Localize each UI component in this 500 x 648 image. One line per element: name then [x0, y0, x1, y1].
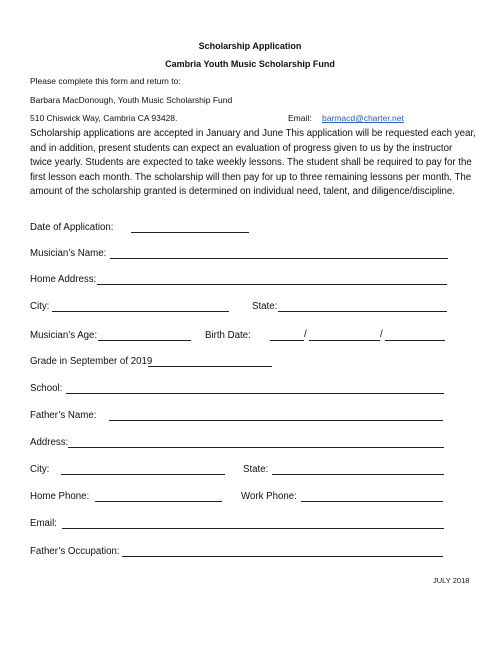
email-link[interactable]: barmacd@charter.net — [322, 113, 404, 123]
musicians-name-field[interactable] — [110, 258, 448, 259]
grade-field[interactable] — [148, 366, 272, 367]
paragraph-line: amount of the scholarship granted is determined on individual need, talent, and diligence/discipline. — [30, 186, 455, 198]
musicians-age-label: Musician’s Age: — [30, 330, 98, 341]
city-label: City: — [30, 464, 50, 475]
fathers-name-label: Father’s Name: — [30, 410, 97, 421]
footer-date: JULY 2018 — [433, 576, 470, 585]
school-field[interactable] — [66, 393, 444, 394]
state-label: State: — [243, 464, 269, 475]
paragraph-line: twice yearly. Students are expected to take weekly lessons. The student shall be required to pay for the — [30, 157, 472, 169]
state-field[interactable] — [278, 311, 447, 312]
home-address-field[interactable] — [97, 284, 447, 285]
address-label: Address: — [30, 437, 69, 448]
date-of-application-label: Date of Application: — [30, 222, 114, 233]
school-label: School: — [30, 383, 63, 394]
fathers-occupation-field[interactable] — [122, 556, 443, 557]
state-field[interactable] — [272, 474, 444, 475]
date-separator: / — [380, 329, 383, 340]
fathers-occupation-label: Father’s Occupation: — [30, 546, 120, 557]
work-phone-label: Work Phone: — [241, 491, 297, 502]
email-field-label: Email: — [30, 518, 57, 529]
birth-date-label: Birth Date: — [205, 330, 251, 341]
email-label: Email: — [288, 113, 312, 123]
city-label: City: — [30, 301, 50, 312]
return-instruction: Please complete this form and return to: — [30, 76, 181, 86]
home-phone-label: Home Phone: — [30, 491, 90, 502]
fathers-name-field[interactable] — [109, 420, 443, 421]
form-subtitle: Cambria Youth Music Scholarship Fund — [165, 59, 335, 69]
birth-month-field[interactable] — [270, 340, 304, 341]
birth-year-field[interactable] — [385, 340, 445, 341]
address-field[interactable] — [68, 447, 444, 448]
paragraph-line: Scholarship applications are accepted in January and June This application will be requested each year, — [30, 128, 476, 139]
work-phone-field[interactable] — [301, 501, 443, 502]
paragraph-line: first lesson each month. The scholarship will then pay for up to three remaining lessons per month. The — [30, 171, 472, 183]
state-label: State: — [252, 301, 278, 312]
return-address: 510 Chiswick Way, Cambria CA 93428. — [30, 113, 178, 123]
form-title: Scholarship Application — [198, 41, 302, 51]
grade-label: Grade in September of 2019 — [30, 356, 153, 367]
city-field[interactable] — [52, 311, 229, 312]
home-phone-field[interactable] — [95, 501, 222, 502]
musicians-name-label: Musician’s Name: — [30, 248, 107, 259]
policy-paragraph — [30, 127, 475, 200]
paragraph-line: and in addition, present students can expect an evaluation of progress given to us by the instructor — [30, 142, 453, 154]
city-field[interactable] — [61, 474, 225, 475]
return-name: Barbara MacDonough, Youth Music Scholarship Fund — [30, 95, 233, 105]
email-field[interactable] — [62, 528, 444, 529]
home-address-label: Home Address: — [30, 274, 97, 285]
birth-day-field[interactable] — [309, 340, 380, 341]
musicians-age-field[interactable] — [98, 340, 191, 341]
date-separator: / — [304, 329, 307, 340]
date-of-application-field[interactable] — [131, 232, 249, 233]
